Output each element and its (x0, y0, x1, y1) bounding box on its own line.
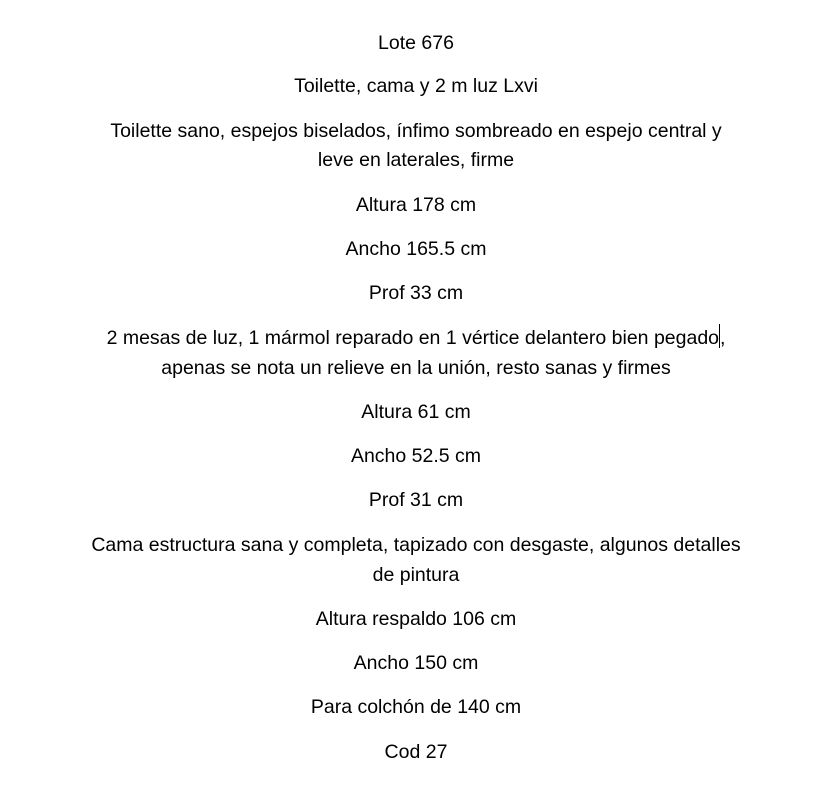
lot-title: Toilette, cama y 2 m luz Lxvi (294, 75, 538, 97)
toilette-depth: Prof 33 cm (368, 282, 464, 304)
mattress-size: Para colchón de 140 cm (310, 696, 522, 718)
nightstand-width: Ancho 52.5 cm (350, 445, 482, 467)
bed-description-line-1: Cama estructura sana y completa, tapizado con desgaste, algunos detalles (91, 534, 741, 556)
bed-description-line-2: de pintura (372, 564, 460, 586)
nightstand-height: Altura 61 cm (361, 401, 471, 423)
toilette-width: Ancho 165.5 cm (345, 238, 487, 260)
nightstands-description-comma: , (720, 327, 726, 349)
nightstands-description-text: 2 mesas de luz, 1 mármol reparado en 1 vértice delantero bien pegado (106, 327, 720, 349)
toilette-height: Altura 178 cm (355, 194, 477, 216)
nightstands-description-line-1 (30, 323, 802, 353)
bed-width: Ancho 150 cm (353, 652, 479, 674)
lot-number: Lote 676 (378, 32, 454, 54)
nightstand-depth: Prof 31 cm (368, 489, 464, 511)
item-code: Cod 27 (384, 741, 448, 763)
toilette-description-line-2: leve en laterales, firme (317, 149, 515, 171)
bed-headboard-height: Altura respaldo 106 cm (315, 608, 517, 630)
toilette-description-line-1: Toilette sano, espejos biselados, ínfimo sombreado en espejo central y (110, 120, 722, 142)
nightstands-description-line-2: apenas se nota un relieve en la unión, resto sanas y firmes (161, 357, 671, 379)
